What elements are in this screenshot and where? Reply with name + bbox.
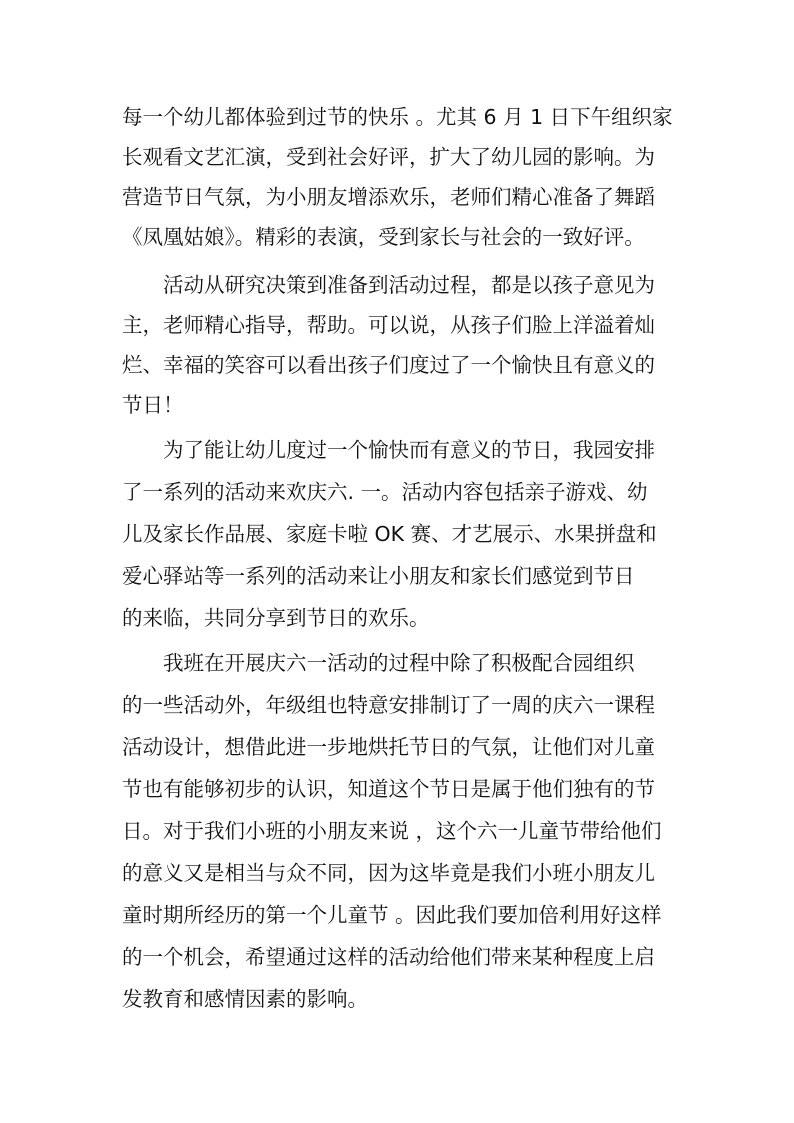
paragraph-first-line: 我班在开展庆六一活动的过程中除了积极配合园组织 xyxy=(163,651,635,675)
text-line: 烂、幸福的笑容可以看出孩子们度过了一个愉快且有意义的 xyxy=(122,353,655,377)
text-line: 《凤凰姑娘》。精彩的表演，受到家长与社会的一致好评。 xyxy=(122,225,645,249)
text-line: 营造节日气氛，为小朋友增添欢乐，老师们精心准备了舞蹈 xyxy=(122,185,655,209)
text-line: 长观看文艺汇演，受到社会好评，扩大了幼儿园的影响。为 xyxy=(122,145,655,169)
text-line: 每一个幼儿都体验到过节的快乐 。尤其 6 月 1 日下午组织家 xyxy=(122,105,673,129)
text-line: 日。对于我们小班的小朋友来说 ，这个六一儿童节带给他们 xyxy=(122,819,662,843)
text-line: 的一些活动外，年级组也特意安排制订了一周的庆六一课程 xyxy=(122,693,655,717)
text-line: 的意义又是相当与众不同，因为这毕竟是我们小班小朋友儿 xyxy=(122,861,655,885)
text-line: 活动设计，想借此进一步地烘托节日的气氛，让他们对儿童 xyxy=(122,735,655,759)
paragraph-first-line: 活动从研究决策到准备到活动过程，都是以孩子意见为 xyxy=(163,273,655,297)
text-line: 的来临，共同分享到节日的欢乐。 xyxy=(122,606,430,630)
text-line: 的一个机会，希望通过这样的活动给他们带来某种程度上启 xyxy=(122,945,655,969)
text-line: 主，老师精心指导，帮助。可以说，从孩子们脸上洋溢着灿 xyxy=(122,313,655,337)
text-line: 儿及家长作品展、家庭卡啦 OK 赛、才艺展示、水果拼盘和 xyxy=(122,522,657,546)
text-line: 爱心驿站等一系列的活动来让小朋友和家长们感觉到节日 xyxy=(122,564,635,588)
text-line: 节日！ xyxy=(122,393,184,417)
text-line: 童时期所经历的第一个儿童节 。因此我们要加倍利用好这样 xyxy=(122,903,662,927)
paragraph-first-line: 为了能让幼儿度过一个愉快而有意义的节日，我园安排 xyxy=(163,438,655,462)
text-line: 节也有能够初步的认识，知道这个节日是属于他们独有的节 xyxy=(122,777,655,801)
text-line: 发教育和感情因素的影响。 xyxy=(122,987,368,1011)
text-line: 了一系列的活动来欢庆六. 一。活动内容包括亲子游戏、幼 xyxy=(122,480,648,504)
